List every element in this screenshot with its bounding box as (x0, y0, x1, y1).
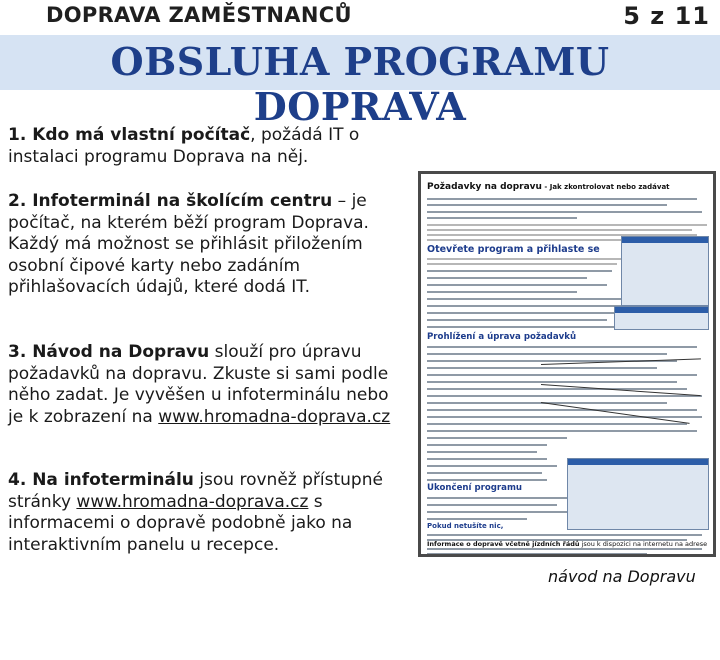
item-text-continued: s informacemi o dopravě podobně jako na interaktivním panelu u recepce. (8, 491, 353, 555)
page-number: 5 z 11 (623, 2, 710, 30)
slide-heading: OBSLUHA PROGRAMU DOPRAVA (110, 39, 610, 129)
doc-heading-info: Informace o dopravě včetně jízdních řádů jsou k dispozici na internetu na adrese (427, 540, 708, 548)
top-bar (0, 0, 720, 35)
doc-heading-view-edit: Prohlížení a úprava požadavků (427, 332, 577, 342)
item-title: 1. Kdo má vlastní počítač (8, 125, 251, 145)
guide-document-thumbnail (418, 171, 716, 557)
item-text: – je počítač, na kterém běží program Doprava. Každý má možnost se přihlásit přiložením osobní čipové karty nebo zadáním přihlašovacích údajů, které dodá IT. (8, 191, 369, 297)
doc-heading-no-clue: Pokud netušíte nic, (427, 522, 504, 530)
login-window-screenshot (621, 236, 709, 306)
tab-screenshot (614, 306, 709, 330)
website-link[interactable]: www.hromadna-doprava.cz (76, 491, 309, 512)
item-terminal-pages (8, 470, 393, 556)
document-title: DOPRAVA ZAMĚSTNANCŮ (46, 3, 352, 27)
item-text: , požádá IT o instalaci programu Doprava na něj. (8, 125, 360, 167)
doc-heading-requests: Požadavky na dopravu - Jak zkontrolovat nebo zadávat (427, 182, 670, 192)
edit-dialog-screenshot (567, 458, 709, 530)
item-infoterminal (8, 191, 393, 299)
doc-heading-open-program: Otevřete program a přihlaste se (427, 244, 600, 255)
item-title: 2. Infoterminál na školícím centru (8, 191, 333, 211)
item-own-computer (8, 125, 393, 168)
item-title: 4. Na infoterminálu (8, 470, 194, 490)
item-title: 3. Návod na Dopravu (8, 342, 210, 362)
heading-banner (0, 35, 720, 129)
website-link[interactable]: www.hromadna-doprava.cz (158, 406, 391, 427)
doc-heading-exit: Ukončení programu (427, 483, 523, 493)
thumbnail-caption: návod na Dopravu (548, 567, 696, 586)
item-guide (8, 342, 393, 428)
item-text: jsou rovněž přístupné stránky (8, 470, 383, 512)
item-text: slouží pro úpravu požadavků na dopravu. Zkuste si sami podle něho zadat. Je vyvěšen u infoterminálu nebo je k zobrazení na (8, 342, 389, 427)
